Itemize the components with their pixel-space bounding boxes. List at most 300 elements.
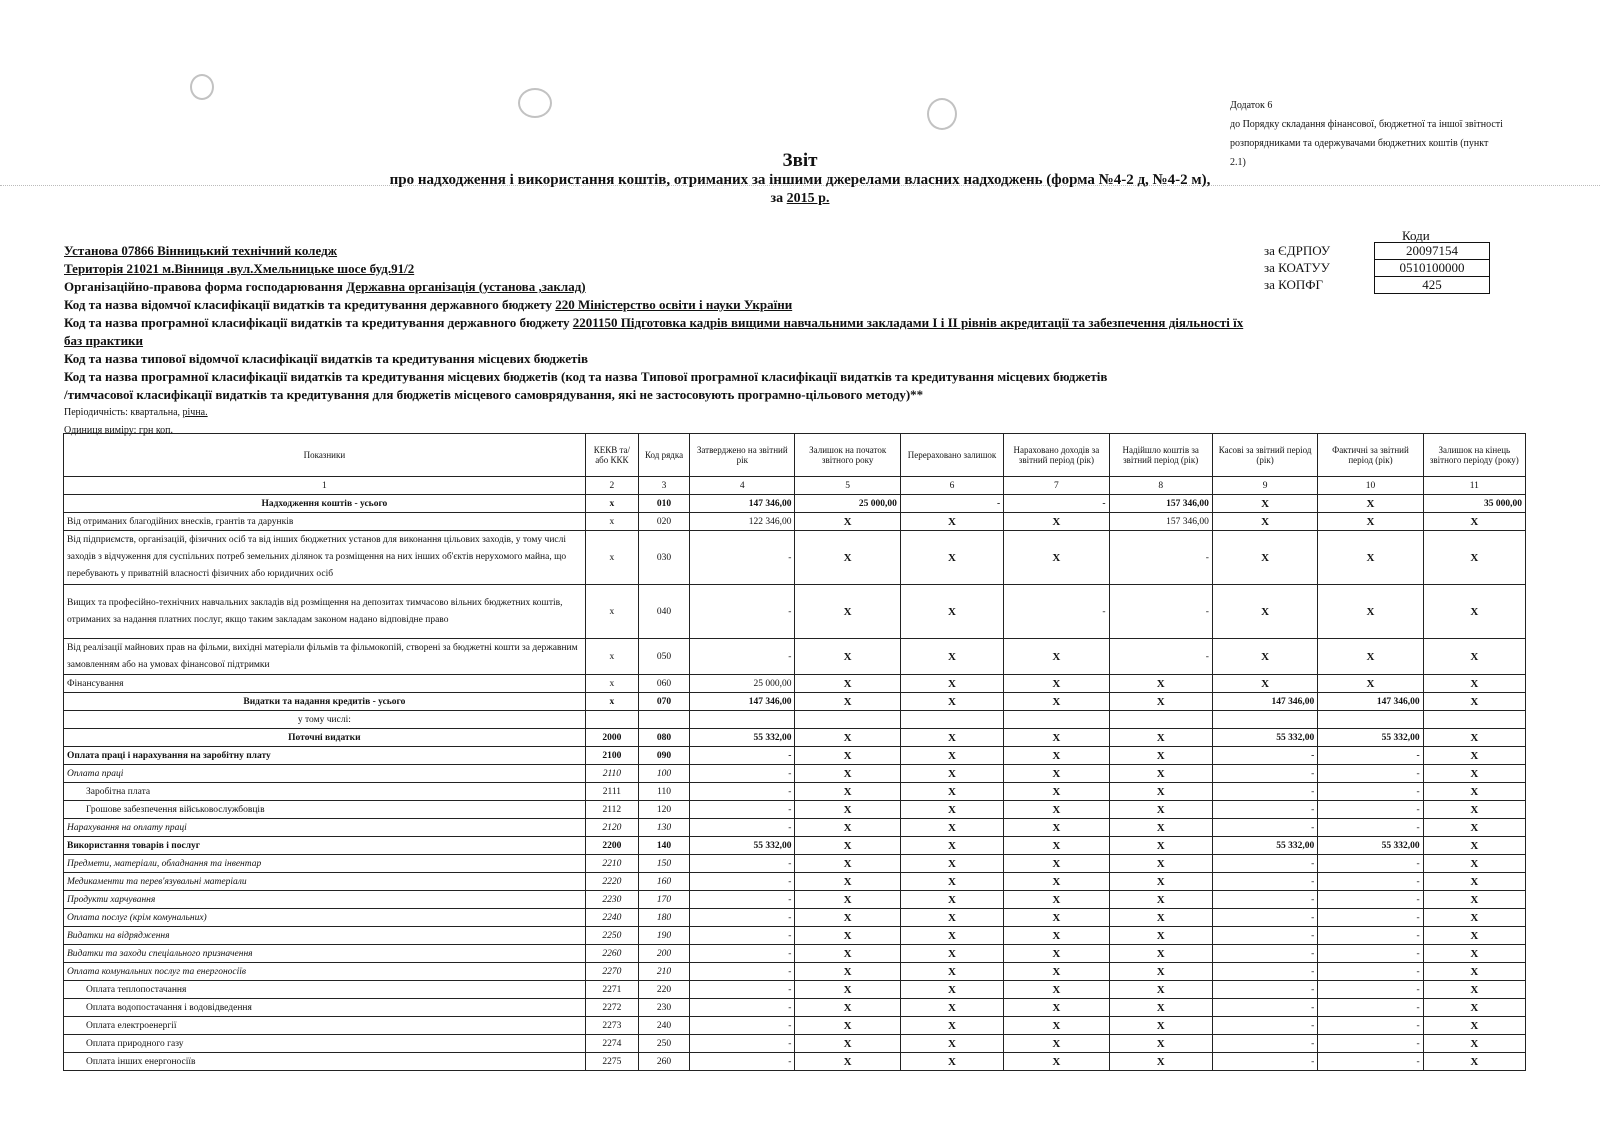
value-cell: X — [1004, 531, 1109, 585]
table-row — [64, 927, 1526, 945]
row-code: 070 — [638, 693, 689, 711]
row-indicator: Предмети, матеріали, обладнання та інвентар — [64, 855, 586, 873]
row-indicator: Продукти харчування — [64, 891, 586, 909]
prog-class-line: Код та назва програмної класифікації видатків та кредитування державного бюджету 2201150 Підготовка кадрів вищими навчальними закладами І і ІІ рівнів акредитації та забезпечення діяльності їх баз практики — [64, 315, 1244, 348]
column-header: Залишок на кінець звітного періоду (року) — [1423, 434, 1525, 477]
value-cell: X — [1004, 639, 1109, 675]
value-cell: X — [1109, 1053, 1212, 1071]
column-number: 5 — [795, 477, 900, 495]
row-code: 180 — [638, 909, 689, 927]
value-cell: - — [1212, 1035, 1317, 1053]
value-cell: 147 346,00 — [1318, 693, 1423, 711]
value-cell: - — [1212, 1017, 1317, 1035]
value-cell: X — [900, 855, 1003, 873]
value-cell: - — [1212, 765, 1317, 783]
value-cell: X — [795, 531, 900, 585]
value-cell: - — [1109, 639, 1212, 675]
typical-dept-line: Код та назва типової відомчої класифікації видатків та кредитування місцевих бюджетів — [64, 351, 589, 366]
value-cell: - — [1318, 819, 1423, 837]
value-cell: X — [1109, 819, 1212, 837]
value-cell: 157 346,00 — [1109, 513, 1212, 531]
value-cell: - — [1318, 1053, 1423, 1071]
value-cell: X — [900, 801, 1003, 819]
document-subtitle: про надходження і використання коштів, отриманих за іншими джерелами власних надходжень (форма №4-2 д, №4-2 м), — [389, 172, 1211, 188]
column-number: 2 — [585, 477, 638, 495]
value-cell: X — [1318, 675, 1423, 693]
value-cell: X — [1423, 729, 1525, 747]
value-cell: X — [1318, 639, 1423, 675]
value-cell: X — [1423, 801, 1525, 819]
column-header: КЕКВ та/або ККК — [585, 434, 638, 477]
value-cell: X — [1109, 855, 1212, 873]
value-cell: X — [1423, 837, 1525, 855]
value-cell: X — [795, 585, 900, 639]
row-kekv: 2275 — [585, 1053, 638, 1071]
value-cell: X — [1423, 891, 1525, 909]
row-code: 060 — [638, 675, 689, 693]
codes-row — [1262, 243, 1490, 260]
row-code: 250 — [638, 1035, 689, 1053]
column-number: 10 — [1318, 477, 1423, 495]
row-code: 020 — [638, 513, 689, 531]
value-cell: X — [1004, 1053, 1109, 1071]
value-cell: X — [795, 891, 900, 909]
value-cell: X — [1004, 963, 1109, 981]
row-code: 230 — [638, 999, 689, 1017]
row-kekv: 2272 — [585, 999, 638, 1017]
value-cell: - — [690, 1035, 795, 1053]
column-header: Код рядка — [638, 434, 689, 477]
row-indicator: Використання товарів і послуг — [64, 837, 586, 855]
value-cell: - — [1318, 855, 1423, 873]
table-row — [64, 729, 1526, 747]
row-code: 040 — [638, 585, 689, 639]
unit-line: Одиниця виміру: грн коп. — [64, 425, 174, 436]
value-cell: - — [690, 963, 795, 981]
value-cell: 25 000,00 — [690, 675, 795, 693]
code-label: за КОПФГ — [1264, 277, 1324, 292]
value-cell: - — [1212, 873, 1317, 891]
row-indicator: Поточні видатки — [64, 729, 586, 747]
appendix-line: 2.1) — [1230, 157, 1246, 168]
codes-row — [1262, 260, 1490, 277]
value-cell: - — [1212, 927, 1317, 945]
value-cell: - — [1318, 891, 1423, 909]
value-cell: 147 346,00 — [690, 693, 795, 711]
value-cell: X — [900, 837, 1003, 855]
value-cell: X — [1423, 855, 1525, 873]
value-cell: - — [1212, 963, 1317, 981]
row-indicator: Грошове забезпечення військовослужбовців — [64, 801, 586, 819]
row-indicator: Медикаменти та перев'язувальні матеріали — [64, 873, 586, 891]
value-cell: X — [900, 513, 1003, 531]
row-kekv: x — [585, 585, 638, 639]
row-kekv: 2271 — [585, 981, 638, 999]
row-code: 170 — [638, 891, 689, 909]
value-cell — [1004, 711, 1109, 729]
dept-class-line: Код та назва відомчої класифікації видатків та кредитування державного бюджету 220 Міністерство освіти і науки України — [64, 297, 793, 312]
row-kekv: x — [585, 531, 638, 585]
row-kekv: 2210 — [585, 855, 638, 873]
column-header: Фактичні за звітний період (рік) — [1318, 434, 1423, 477]
value-cell: X — [900, 675, 1003, 693]
value-cell: 25 000,00 — [795, 495, 900, 513]
row-code: 090 — [638, 747, 689, 765]
table-row — [64, 999, 1526, 1017]
row-indicator: Видатки та надання кредитів - усього — [64, 693, 586, 711]
code-label: за КОАТУУ — [1264, 260, 1330, 275]
document-title: Звіт — [782, 150, 818, 171]
value-cell: X — [1004, 837, 1109, 855]
value-cell: - — [1318, 765, 1423, 783]
value-cell: X — [1109, 765, 1212, 783]
value-cell: - — [690, 945, 795, 963]
value-cell: X — [795, 819, 900, 837]
table-row — [64, 981, 1526, 999]
value-cell: X — [1004, 909, 1109, 927]
value-cell: - — [1212, 747, 1317, 765]
value-cell: X — [900, 783, 1003, 801]
value-cell: X — [1004, 819, 1109, 837]
value-cell: - — [1318, 1035, 1423, 1053]
value-cell: 55 332,00 — [1212, 837, 1317, 855]
value-cell: X — [1212, 513, 1317, 531]
value-cell: 157 346,00 — [1109, 495, 1212, 513]
value-cell: X — [1423, 783, 1525, 801]
value-cell: X — [1109, 729, 1212, 747]
row-indicator: Оплата праці і нарахування на заробітну плату — [64, 747, 586, 765]
column-number: 6 — [900, 477, 1003, 495]
value-cell: X — [795, 945, 900, 963]
table-row — [64, 873, 1526, 891]
value-cell: X — [795, 729, 900, 747]
value-cell: X — [795, 513, 900, 531]
value-cell: X — [900, 819, 1003, 837]
value-cell: X — [900, 981, 1003, 999]
value-cell: X — [900, 531, 1003, 585]
row-indicator: Заробітна плата — [64, 783, 586, 801]
column-number: 9 — [1212, 477, 1317, 495]
value-cell: X — [1004, 801, 1109, 819]
row-kekv: 2200 — [585, 837, 638, 855]
value-cell: - — [1318, 873, 1423, 891]
value-cell: 55 332,00 — [690, 729, 795, 747]
table-row — [64, 855, 1526, 873]
value-cell: - — [1004, 495, 1109, 513]
value-cell: - — [690, 765, 795, 783]
row-kekv: 2120 — [585, 819, 638, 837]
hole-punch-mark — [518, 88, 552, 118]
value-cell: X — [900, 909, 1003, 927]
value-cell — [1318, 711, 1423, 729]
value-cell: X — [1423, 999, 1525, 1017]
value-cell: X — [795, 999, 900, 1017]
value-cell: - — [690, 891, 795, 909]
row-indicator: Оплата комунальних послуг та енергоносіїв — [64, 963, 586, 981]
table-row — [64, 891, 1526, 909]
value-cell: - — [1212, 855, 1317, 873]
table-row — [64, 495, 1526, 513]
value-cell: X — [900, 1035, 1003, 1053]
value-cell: X — [1423, 927, 1525, 945]
row-kekv: 2274 — [585, 1035, 638, 1053]
column-number: 3 — [638, 477, 689, 495]
table-row — [64, 711, 1526, 729]
value-cell: X — [1004, 891, 1109, 909]
institution-info — [64, 242, 1244, 440]
row-code — [638, 711, 689, 729]
value-cell: X — [1423, 981, 1525, 999]
row-kekv: 2112 — [585, 801, 638, 819]
value-cell: X — [1212, 531, 1317, 585]
value-cell: X — [795, 675, 900, 693]
value-cell: - — [690, 801, 795, 819]
value-cell: - — [690, 819, 795, 837]
value-cell: X — [1423, 675, 1525, 693]
table-row — [64, 747, 1526, 765]
territory-line: Територія 21021 м.Вінниця .вул.Хмельницьке шосе буд.91/2 — [64, 261, 415, 276]
column-header: Касові за звітний період (рік) — [1212, 434, 1317, 477]
value-cell: X — [900, 891, 1003, 909]
value-cell: X — [1423, 873, 1525, 891]
value-cell: X — [1423, 1053, 1525, 1071]
value-cell: X — [1423, 639, 1525, 675]
value-cell: - — [690, 639, 795, 675]
value-cell: X — [1109, 693, 1212, 711]
value-cell: X — [1423, 747, 1525, 765]
value-cell: 55 332,00 — [1212, 729, 1317, 747]
report-table — [63, 433, 1526, 1071]
value-cell: X — [1109, 801, 1212, 819]
value-cell: - — [690, 1017, 795, 1035]
row-indicator: Оплата природного газу — [64, 1035, 586, 1053]
row-code: 160 — [638, 873, 689, 891]
value-cell: X — [900, 729, 1003, 747]
value-cell: X — [1423, 585, 1525, 639]
row-indicator: Оплата послуг (крім комунальних) — [64, 909, 586, 927]
row-kekv: 2230 — [585, 891, 638, 909]
table-row — [64, 1053, 1526, 1071]
hole-punch-mark — [927, 98, 957, 130]
code-value: 425 — [1375, 277, 1490, 294]
row-kekv: 2111 — [585, 783, 638, 801]
value-cell: X — [1318, 585, 1423, 639]
value-cell: X — [900, 999, 1003, 1017]
value-cell: - — [690, 999, 795, 1017]
value-cell: X — [1109, 909, 1212, 927]
row-indicator: Оплата праці — [64, 765, 586, 783]
value-cell: 55 332,00 — [1318, 837, 1423, 855]
value-cell: - — [1212, 909, 1317, 927]
value-cell: X — [900, 765, 1003, 783]
value-cell: X — [1423, 819, 1525, 837]
value-cell — [900, 711, 1003, 729]
value-cell: - — [690, 747, 795, 765]
value-cell: 122 346,00 — [690, 513, 795, 531]
column-number-row — [64, 477, 1526, 495]
value-cell: X — [1109, 873, 1212, 891]
value-cell: X — [1109, 783, 1212, 801]
table-row — [64, 693, 1526, 711]
value-cell: X — [1004, 1017, 1109, 1035]
table-row — [64, 531, 1526, 585]
row-kekv — [585, 711, 638, 729]
value-cell: - — [690, 1053, 795, 1071]
column-number: 11 — [1423, 477, 1525, 495]
value-cell: - — [1318, 999, 1423, 1017]
value-cell: - — [690, 873, 795, 891]
periodicity-line: Періодичність: квартальна, річна. — [64, 407, 208, 418]
value-cell: X — [795, 1053, 900, 1071]
row-kekv: 2260 — [585, 945, 638, 963]
row-indicator: Вищих та професійно-технічних навчальних закладів від розміщення на депозитах тимчасово вільних бюджетних коштів, отриманих за надання платних послуг, якщо таким закладам законом надано відповідне право — [64, 585, 586, 639]
value-cell: X — [795, 927, 900, 945]
value-cell: X — [900, 873, 1003, 891]
value-cell — [1109, 711, 1212, 729]
value-cell: - — [1318, 963, 1423, 981]
table-row — [64, 585, 1526, 639]
value-cell: - — [1318, 801, 1423, 819]
column-number: 7 — [1004, 477, 1109, 495]
value-cell: X — [1109, 891, 1212, 909]
value-cell: - — [1212, 981, 1317, 999]
column-header: Показники — [64, 434, 586, 477]
table-row — [64, 783, 1526, 801]
table-row — [64, 909, 1526, 927]
value-cell: X — [1109, 675, 1212, 693]
value-cell: - — [1318, 927, 1423, 945]
value-cell: X — [900, 585, 1003, 639]
value-cell: X — [1004, 1035, 1109, 1053]
row-kekv: 2100 — [585, 747, 638, 765]
value-cell: X — [1423, 1017, 1525, 1035]
value-cell: X — [795, 1035, 900, 1053]
table-row — [64, 837, 1526, 855]
row-code: 220 — [638, 981, 689, 999]
row-kekv: x — [585, 513, 638, 531]
value-cell: X — [795, 765, 900, 783]
value-cell: X — [1109, 837, 1212, 855]
value-cell: X — [1004, 765, 1109, 783]
value-cell: X — [1212, 675, 1317, 693]
value-cell: X — [795, 963, 900, 981]
value-cell: X — [1212, 639, 1317, 675]
value-cell: X — [795, 981, 900, 999]
value-cell: X — [795, 837, 900, 855]
value-cell: X — [900, 963, 1003, 981]
value-cell: X — [1109, 999, 1212, 1017]
row-indicator: Оплата інших енергоносіїв — [64, 1053, 586, 1071]
period-year: 2015 р. — [786, 191, 830, 206]
value-cell: 55 332,00 — [1318, 729, 1423, 747]
row-code: 130 — [638, 819, 689, 837]
row-kekv: x — [585, 693, 638, 711]
row-indicator: Видатки та заходи спеціального призначення — [64, 945, 586, 963]
row-code: 100 — [638, 765, 689, 783]
row-indicator: Фінансування — [64, 675, 586, 693]
row-indicator: Оплата електроенергії — [64, 1017, 586, 1035]
value-cell: - — [1109, 531, 1212, 585]
codes-table — [1262, 242, 1490, 294]
value-cell: 147 346,00 — [1212, 693, 1317, 711]
value-cell: - — [690, 855, 795, 873]
value-cell: X — [795, 873, 900, 891]
row-kekv: 2250 — [585, 927, 638, 945]
value-cell: - — [690, 531, 795, 585]
table-row — [64, 1017, 1526, 1035]
title-block — [0, 150, 1600, 207]
value-cell: - — [1318, 747, 1423, 765]
value-cell: X — [795, 639, 900, 675]
column-number: 8 — [1109, 477, 1212, 495]
row-code: 030 — [638, 531, 689, 585]
value-cell: - — [1212, 945, 1317, 963]
value-cell: X — [1109, 1017, 1212, 1035]
column-header: Затверджено на звітний рік — [690, 434, 795, 477]
row-indicator: Оплата водопостачання і водовідведення — [64, 999, 586, 1017]
table-row — [64, 963, 1526, 981]
row-kekv: 2273 — [585, 1017, 638, 1035]
table-row — [64, 675, 1526, 693]
row-indicator: у тому числі: — [64, 711, 586, 729]
value-cell: - — [690, 585, 795, 639]
row-code: 120 — [638, 801, 689, 819]
row-code: 080 — [638, 729, 689, 747]
prog-local-line: /тимчасової класифікації видатків та кредитування для бюджетів місцевого самоврядування, які не застосовують програмно-цільового методу)** — [64, 387, 924, 402]
value-cell: X — [1423, 765, 1525, 783]
prog-local-line: Код та назва програмної класифікації видатків та кредитування місцевих бюджетів (код та назва Типової програмної класифікації видатків та кредитування місцевих бюджетів — [64, 369, 1108, 384]
appendix-line: розпорядниками та одержувачами бюджетних коштів (пункт — [1230, 138, 1489, 149]
value-cell: - — [1318, 945, 1423, 963]
row-kekv: x — [585, 675, 638, 693]
value-cell: X — [1109, 927, 1212, 945]
value-cell — [1212, 711, 1317, 729]
column-header: Залишок на початок звітного року — [795, 434, 900, 477]
report-period — [0, 191, 1600, 207]
value-cell: X — [795, 783, 900, 801]
table-row — [64, 801, 1526, 819]
row-indicator: Оплата теплопостачання — [64, 981, 586, 999]
value-cell: - — [1212, 783, 1317, 801]
value-cell: - — [690, 909, 795, 927]
value-cell: X — [1423, 513, 1525, 531]
table-row — [64, 1035, 1526, 1053]
table-row — [64, 819, 1526, 837]
period-prefix: за — [770, 191, 784, 206]
row-code: 150 — [638, 855, 689, 873]
value-cell: X — [1423, 945, 1525, 963]
value-cell: X — [1004, 729, 1109, 747]
row-kekv: 2240 — [585, 909, 638, 927]
row-kekv: x — [585, 639, 638, 675]
value-cell: - — [690, 783, 795, 801]
value-cell — [795, 711, 900, 729]
value-cell: X — [1318, 531, 1423, 585]
column-header: Нараховано доходів за звітний період (рік) — [1004, 434, 1109, 477]
value-cell: X — [900, 639, 1003, 675]
table-row — [64, 513, 1526, 531]
value-cell: X — [900, 747, 1003, 765]
row-code: 240 — [638, 1017, 689, 1035]
value-cell: - — [1212, 801, 1317, 819]
value-cell: X — [1423, 1035, 1525, 1053]
value-cell: - — [1318, 909, 1423, 927]
value-cell: X — [1109, 1035, 1212, 1053]
value-cell: 35 000,00 — [1423, 495, 1525, 513]
value-cell: X — [900, 693, 1003, 711]
row-code: 260 — [638, 1053, 689, 1071]
value-cell: X — [900, 927, 1003, 945]
